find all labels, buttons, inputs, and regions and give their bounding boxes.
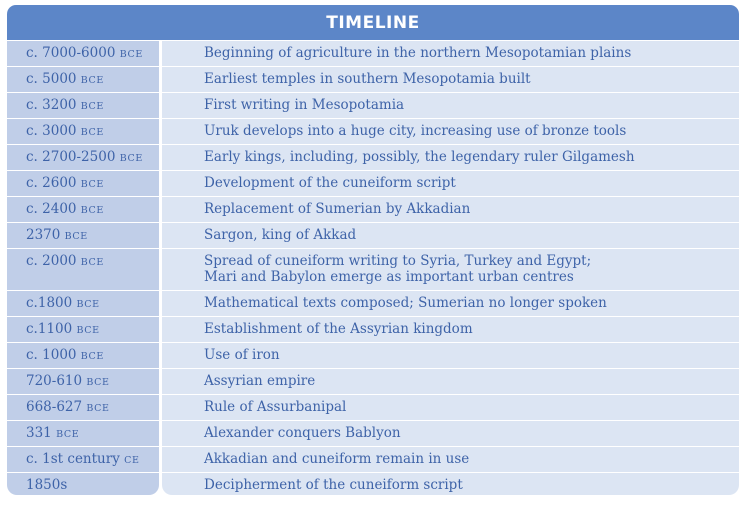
timeline-event: Akkadian and cuneiform remain in use bbox=[204, 451, 470, 467]
timeline-date: c. 3000 BCE bbox=[26, 123, 104, 139]
timeline-row bbox=[7, 119, 739, 145]
era-label: BCE bbox=[80, 205, 104, 216]
timeline-event: Rule of Assurbanipal bbox=[204, 399, 347, 415]
timeline-date: c. 2400 BCE bbox=[26, 201, 104, 217]
timeline-event: Mathematical texts composed; Sumerian no longer spoken bbox=[204, 295, 607, 311]
timeline-date: c. 2700-2500 BCE bbox=[26, 149, 143, 165]
timeline-rows bbox=[7, 41, 739, 499]
era-label: BCE bbox=[80, 101, 104, 112]
timeline-row bbox=[7, 343, 739, 369]
timeline-row bbox=[7, 41, 739, 67]
timeline-date: c. 3200 BCE bbox=[26, 97, 104, 113]
era-label: BCE bbox=[119, 153, 143, 164]
era-label: BCE bbox=[80, 351, 104, 362]
timeline-date: c. 1000 BCE bbox=[26, 347, 104, 363]
timeline-date: c. 2000 BCE bbox=[26, 253, 104, 269]
timeline-header bbox=[7, 5, 739, 40]
timeline-date: c.1100 BCE bbox=[26, 321, 100, 337]
timeline-row bbox=[7, 473, 739, 499]
era-label: BCE bbox=[64, 231, 88, 242]
timeline-row bbox=[7, 369, 739, 395]
timeline-row bbox=[7, 67, 739, 93]
timeline-event: Assyrian empire bbox=[204, 373, 316, 389]
timeline-row bbox=[7, 317, 739, 343]
timeline-row bbox=[7, 93, 739, 119]
timeline-row bbox=[7, 171, 739, 197]
era-label: CE bbox=[124, 455, 140, 466]
timeline-event: Earliest temples in southern Mesopotamia built bbox=[204, 71, 531, 87]
timeline-row bbox=[7, 223, 739, 249]
timeline-event: Use of iron bbox=[204, 347, 280, 363]
timeline-date: 2370 BCE bbox=[26, 227, 88, 243]
timeline-row bbox=[7, 421, 739, 447]
timeline-event: Establishment of the Assyrian kingdom bbox=[204, 321, 473, 337]
timeline-event: First writing in Mesopotamia bbox=[204, 97, 405, 113]
timeline-row bbox=[7, 291, 739, 317]
era-label: BCE bbox=[56, 429, 80, 440]
timeline-event: Early kings, including, possibly, the legendary ruler Gilgamesh bbox=[204, 149, 635, 165]
timeline-row bbox=[7, 249, 739, 291]
era-label: BCE bbox=[76, 325, 100, 336]
timeline-date: c. 5000 BCE bbox=[26, 71, 104, 87]
timeline-event: Uruk develops into a huge city, increasing use of bronze tools bbox=[204, 123, 627, 139]
timeline-event: Sargon, king of Akkad bbox=[204, 227, 357, 243]
era-label: BCE bbox=[76, 299, 100, 310]
era-label: BCE bbox=[119, 49, 143, 60]
timeline-date: 1850s bbox=[26, 477, 68, 493]
timeline-date: c. 1st century CE bbox=[26, 451, 140, 467]
timeline-date: c. 7000-6000 BCE bbox=[26, 45, 143, 61]
timeline-event: Spread of cuneiform writing to Syria, Turkey and Egypt; Mari and Babylon emerge as important urban centres bbox=[204, 253, 592, 285]
timeline-event: Beginning of agriculture in the northern Mesopotamian plains bbox=[204, 45, 632, 61]
timeline-row bbox=[7, 197, 739, 223]
timeline-event: Development of the cuneiform script bbox=[204, 175, 456, 191]
era-label: BCE bbox=[86, 403, 110, 414]
era-label: BCE bbox=[80, 179, 104, 190]
era-label: BCE bbox=[86, 377, 110, 388]
era-label: BCE bbox=[80, 75, 104, 86]
timeline-panel bbox=[7, 5, 739, 495]
timeline-date: c.1800 BCE bbox=[26, 295, 100, 311]
timeline-row bbox=[7, 145, 739, 171]
era-label: BCE bbox=[80, 257, 104, 268]
era-label: BCE bbox=[80, 127, 104, 138]
timeline-date: c. 2600 BCE bbox=[26, 175, 104, 191]
timeline-title: TIMELINE bbox=[326, 12, 420, 33]
timeline-row bbox=[7, 447, 739, 473]
timeline-row bbox=[7, 395, 739, 421]
timeline-event: Decipherment of the cuneiform script bbox=[204, 477, 463, 493]
timeline-date: 720-610 BCE bbox=[26, 373, 110, 389]
timeline-date: 668-627 BCE bbox=[26, 399, 110, 415]
timeline-date: 331 BCE bbox=[26, 425, 80, 441]
timeline-event: Replacement of Sumerian by Akkadian bbox=[204, 201, 471, 217]
timeline-event: Alexander conquers Bablyon bbox=[204, 425, 401, 441]
